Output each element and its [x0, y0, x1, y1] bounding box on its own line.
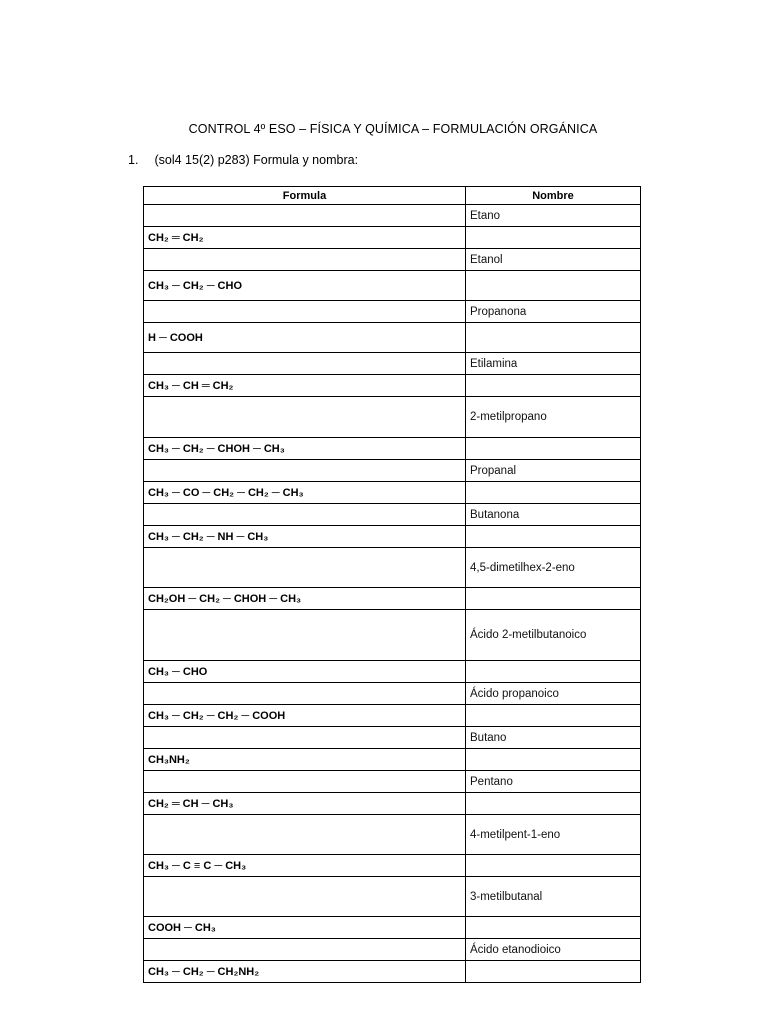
name-cell [466, 855, 641, 877]
name-cell [466, 793, 641, 815]
name-cell [466, 961, 641, 983]
name-cell: 4,5-dimetilhex-2-eno [466, 548, 641, 588]
name-cell: Pentano [466, 771, 641, 793]
name-cell [466, 526, 641, 548]
formula-cell [144, 877, 466, 917]
formula-cell [144, 504, 466, 526]
formula-cell [144, 249, 466, 271]
header-formula: Formula [144, 187, 466, 205]
formula-cell [144, 683, 466, 705]
name-cell [466, 661, 641, 683]
table-row [144, 661, 641, 683]
name-cell: Butano [466, 727, 641, 749]
name-cell [466, 705, 641, 727]
formula-cell [144, 301, 466, 323]
formula-cell: CH₃ ─ CH₂ ─ CHOH ─ CH₃ [144, 438, 466, 460]
formula-cell: CH₃ ─ CH ═ CH₂ [144, 375, 466, 397]
name-cell [466, 438, 641, 460]
table-row [144, 460, 641, 482]
table-row [144, 323, 641, 353]
name-cell [466, 588, 641, 610]
table-row [144, 588, 641, 610]
name-cell [466, 482, 641, 504]
formula-cell: CH₃ ─ CH₂ ─ CHO [144, 271, 466, 301]
name-cell: Butanona [466, 504, 641, 526]
document-title: CONTROL 4º ESO – FÍSICA Y QUÍMICA – FORMULACIÓN ORGÁNICA [188, 122, 598, 136]
formula-cell [144, 939, 466, 961]
table-row [144, 482, 641, 504]
table-row [144, 815, 641, 855]
formulation-table [143, 186, 641, 983]
table-row [144, 504, 641, 526]
header-nombre: Nombre [466, 187, 641, 205]
formula-cell [144, 397, 466, 438]
table-row [144, 397, 641, 438]
table-row [144, 526, 641, 548]
formula-cell [144, 727, 466, 749]
formula-cell [144, 815, 466, 855]
formula-cell [144, 205, 466, 227]
table-row [144, 375, 641, 397]
name-cell [466, 323, 641, 353]
table-row [144, 205, 641, 227]
name-cell: Propanal [466, 460, 641, 482]
formula-cell [144, 610, 466, 661]
question-text: (sol4 15(2) p283) Formula y nombra: [154, 153, 359, 167]
table-row [144, 610, 641, 661]
table-row [144, 961, 641, 983]
formula-cell: CH₂ ═ CH ─ CH₃ [144, 793, 466, 815]
formula-cell: CH₃ ─ C ≡ C ─ CH₃ [144, 855, 466, 877]
table-row [144, 438, 641, 460]
formula-cell: COOH ─ CH₃ [144, 917, 466, 939]
table-row [144, 877, 641, 917]
formula-cell [144, 353, 466, 375]
table-row [144, 939, 641, 961]
formula-cell [144, 548, 466, 588]
formula-cell: CH₃ ─ CH₂ ─ CH₂NH₂ [144, 961, 466, 983]
formula-cell: CH₂OH ─ CH₂ ─ CHOH ─ CH₃ [144, 588, 466, 610]
name-cell [466, 749, 641, 771]
formula-cell: CH₂ ═ CH₂ [144, 227, 466, 249]
table-row [144, 249, 641, 271]
table-row [144, 271, 641, 301]
table-row [144, 749, 641, 771]
formula-cell: H ─ COOH [144, 323, 466, 353]
name-cell: Etano [466, 205, 641, 227]
table-row [144, 705, 641, 727]
name-cell: Propanona [466, 301, 641, 323]
question-1 [128, 153, 358, 167]
table-row [144, 227, 641, 249]
table-row [144, 793, 641, 815]
formula-cell: CH₃ ─ CH₂ ─ CH₂ ─ COOH [144, 705, 466, 727]
name-cell: Ácido etanodioico [466, 939, 641, 961]
formula-cell: CH₃ ─ CO ─ CH₂ ─ CH₂ ─ CH₃ [144, 482, 466, 504]
formula-cell: CH₃ ─ CH₂ ─ NH ─ CH₃ [144, 526, 466, 548]
table-row [144, 683, 641, 705]
table-row [144, 727, 641, 749]
name-cell [466, 271, 641, 301]
table-row [144, 548, 641, 588]
table-row [144, 771, 641, 793]
name-cell: 3-metilbutanal [466, 877, 641, 917]
name-cell [466, 375, 641, 397]
table-row [144, 855, 641, 877]
name-cell: 2-metilpropano [466, 397, 641, 438]
table-row [144, 353, 641, 375]
formula-cell: CH₃NH₂ [144, 749, 466, 771]
name-cell: 4-metilpent-1-eno [466, 815, 641, 855]
name-cell: Ácido 2-metilbutanoico [466, 610, 641, 661]
formula-cell [144, 771, 466, 793]
name-cell [466, 917, 641, 939]
name-cell: Ácido propanoico [466, 683, 641, 705]
name-cell: Etanol [466, 249, 641, 271]
table-row [144, 301, 641, 323]
name-cell [466, 227, 641, 249]
name-cell: Etilamina [466, 353, 641, 375]
table-header-row [144, 187, 641, 205]
formula-cell [144, 460, 466, 482]
formula-cell: CH₃ ─ CHO [144, 661, 466, 683]
question-number: 1. [128, 153, 139, 167]
table-row [144, 917, 641, 939]
